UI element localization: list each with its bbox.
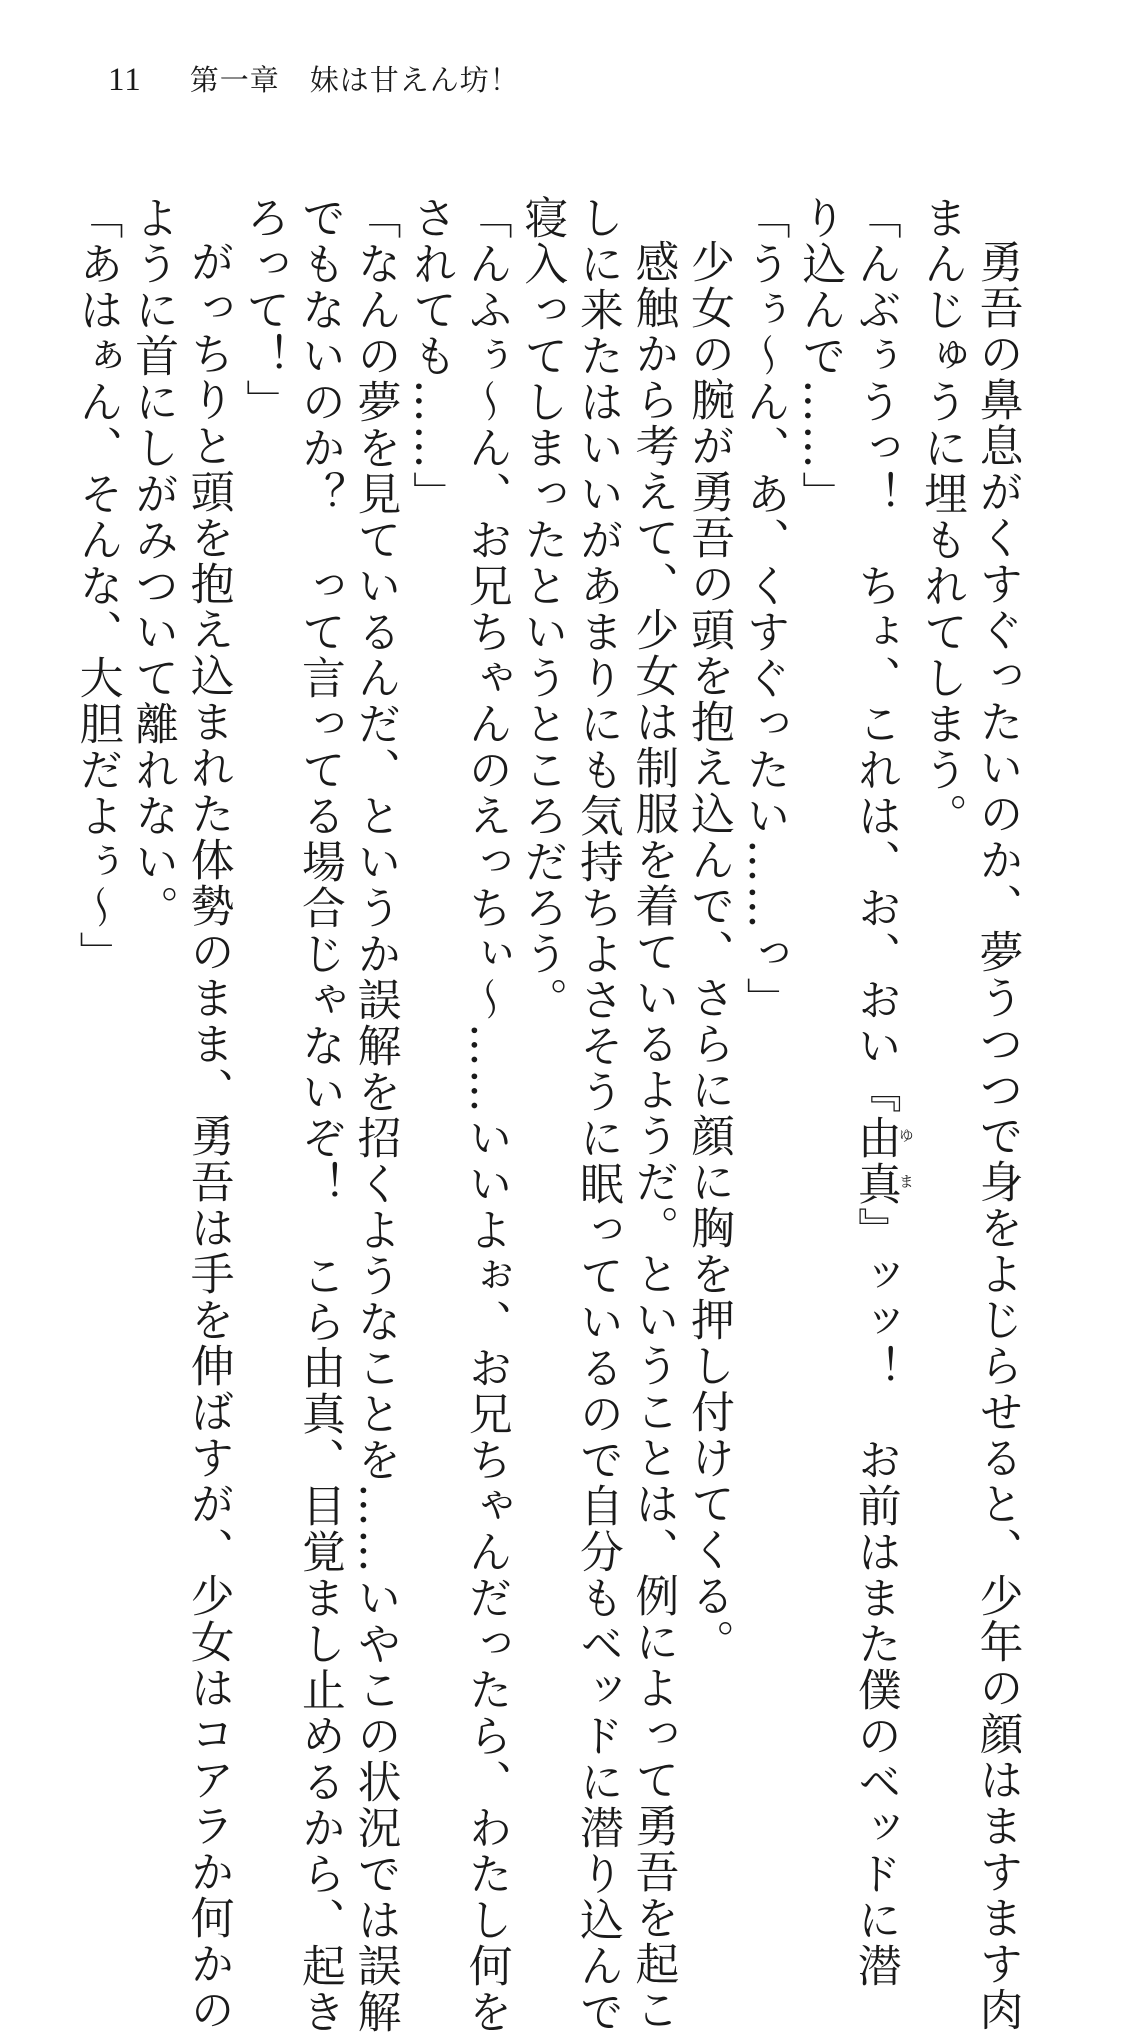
vertical-body-text bbox=[69, 195, 1025, 2035]
text-line: 少女の腕が勇吾の頭を抱え込んで、さらに顔に胸を押し付けてくる。 bbox=[683, 238, 735, 1665]
text-line: 「なんの夢を見ているんだ、というか誤解を招くようなことを……いやこの状況では誤解 bbox=[349, 195, 401, 2035]
text-segment: 』ッッ！ お前はまた僕のベッドに潜 bbox=[850, 1207, 902, 1989]
running-header bbox=[108, 58, 520, 98]
text-line: ろって！」 bbox=[238, 195, 290, 425]
ruby-base: 由真 bbox=[850, 1115, 902, 1207]
page-number: 11 bbox=[108, 62, 142, 98]
text-line: 「あはぁん、そんな、大胆だよぅ～」 bbox=[72, 195, 123, 977]
text-line: がっちりと頭を抱え込まれた体勢のまま、勇吾は手を伸ばすが、少女はコアラか何かの bbox=[183, 238, 235, 2033]
text-line: ように首にしがみついて離れない。 bbox=[127, 195, 179, 931]
chapter-title: 第一章 妹は甘えん坊！ bbox=[189, 63, 520, 97]
text-line: されても……」 bbox=[405, 195, 457, 517]
ruby-name bbox=[850, 1115, 915, 1207]
text-line: 「んふぅ～ん、お兄ちゃんのえっちぃ～……いいよぉ、お兄ちゃんだったら、わたし何を bbox=[461, 195, 513, 2035]
ruby-reading: ゆま bbox=[896, 1115, 915, 1207]
text-line: り込んで……」 bbox=[794, 195, 846, 517]
text-line: でもないのか？ って言ってる場合じゃないぞ！ こら由真、目覚まし止めるから、起き bbox=[294, 195, 346, 2035]
text-line: 感触から考えて、少女は制服を着ているようだ。ということは、例によって勇吾を起こ bbox=[627, 238, 679, 2033]
text-segment: 「んぶぅうっ！ ちょ、これは、お、おい『 bbox=[850, 195, 902, 1115]
text-line: 勇吾の鼻息がくすぐったいのか、夢うつつで身をよじらせると、少年の顔はますます肉 bbox=[972, 238, 1023, 2033]
text-line: しに来たはいいがあまりにも気持ちよさそうに眠っているので自分もベッドに潜り込んで bbox=[572, 195, 624, 2035]
text-line: 「うぅ～ん、あ、くすぐったい……っ」 bbox=[739, 195, 791, 1023]
text-line-with-ruby bbox=[848, 195, 915, 1989]
text-line: 寝入ってしまったというところだろう。 bbox=[516, 195, 568, 1023]
text-line: まんじゅうに埋もれてしまう。 bbox=[916, 195, 968, 839]
